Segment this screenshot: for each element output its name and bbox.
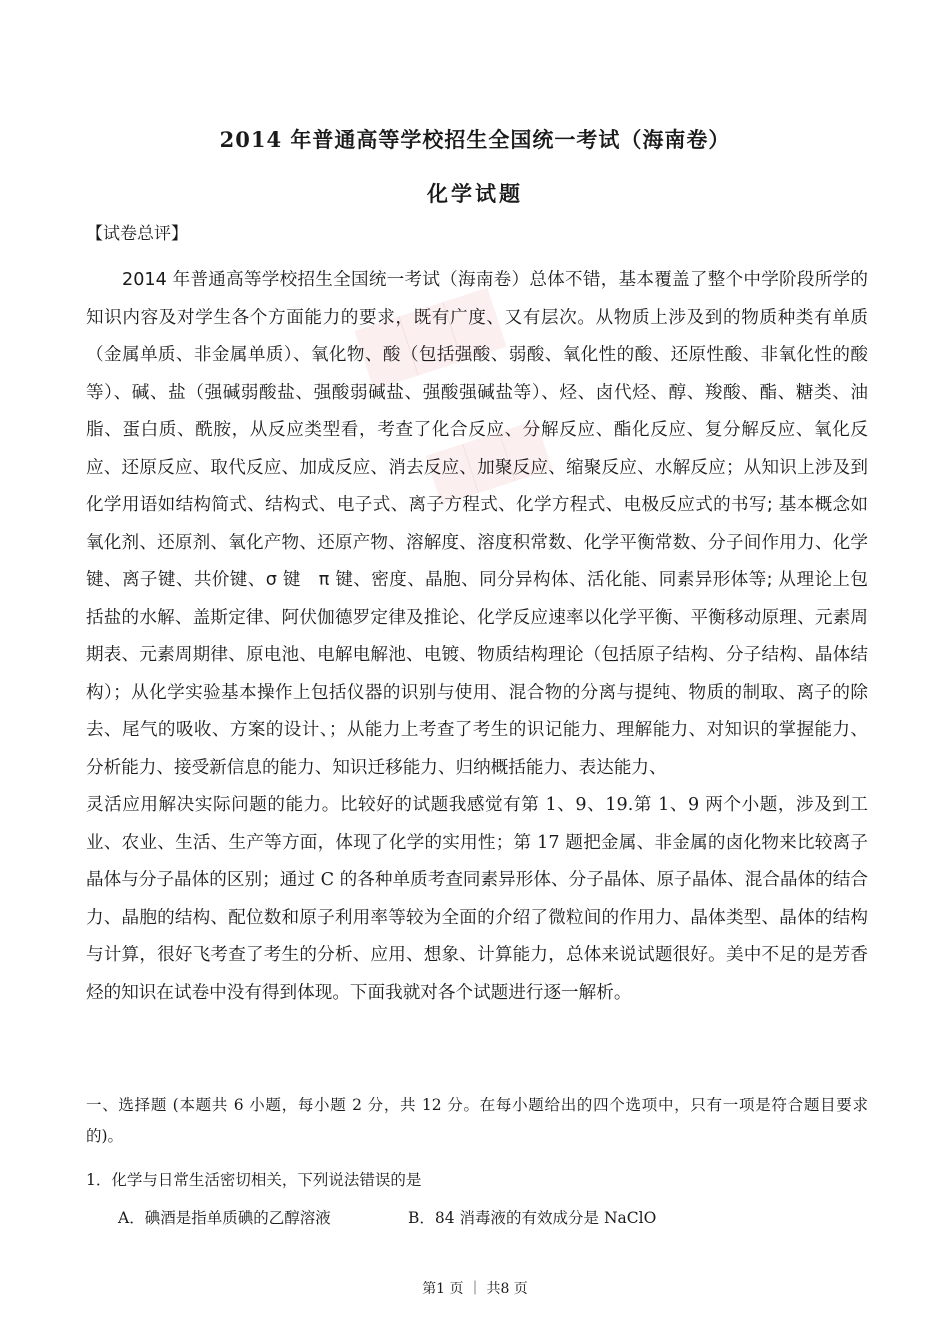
question-1: 1．化学与日常生活密切相关，下列说法错误的是 bbox=[86, 1171, 422, 1189]
watermark: ▇▇▇ bbox=[423, 413, 552, 505]
page-footer: 第1 页 ｜ 共8 页 bbox=[422, 1281, 528, 1297]
review-heading: 【试卷总评】 bbox=[86, 224, 188, 244]
review-paragraph-2: 灵活应用解决实际问题的能力。比较好的试题我感觉有第 1、9、19.第 1、9 两个小题，涉及到工业、农业、生活、生产等方面，体现了化学的实用性；第 17 题把金属、非金属的卤化物来比较离子晶体与分子晶体的区别；通过 C 的各种单质考查同素异形体、分子晶体、原子晶体、混合晶体的结合力、晶胞的结构、配位数和原子利用率等较为全面的介绍了微粒间的作用力、晶体类型、晶体的结构与计算，很好飞考查了考生的分析、应用、想象、计算能力，总体来说试题很好。美中不足的是芳香烃的知识在试卷中没有得到体现。下面我就对各个试题进行逐一解析。 bbox=[86, 795, 868, 1003]
watermark: ▇▇▇ bbox=[352, 280, 506, 390]
document-subtitle: 化学试题 bbox=[427, 181, 523, 206]
question-1-options bbox=[118, 1206, 656, 1228]
option-a: A．碘酒是指单质碘的乙醇溶液 bbox=[118, 1209, 331, 1227]
review-paragraph-1: 2014 年普通高等学校招生全国统一考试（海南卷）总体不错，基本覆盖了整个中学阶段所学的知识内容及对学生各个方面能力的要求，既有广度、又有层次。从物质上涉及到的物质种类有单质（金属单质、非金属单质）、氧化物、酸（包括强酸、弱酸、氧化性的酸、还原性酸、非氧化性的酸等）、碱、盐（强碱弱酸盐、强酸弱碱盐、强酸强碱盐等）、烃、卤代烃、醇、羧酸、酯、糖类、油脂、蛋白质、酰胺，从反应类型看，考查了化合反应、分解反应、酯化反应、复分解反应、氧化反应、还原反应、取代反应、加成反应、消去反应、加聚反应、缩聚反应、水解反应；从知识上涉及到化学用语如结构简式、结构式、电子式、离子方程式、化学方程式、电极反应式的书写; 基本概念如氧化剂、还原剂、氧化产物、还原产物、溶解度、溶度积常数、化学平衡常数、分子间作用力、化学键、离子键、共价键、σ 键 π 键、密度、晶胞、同分异构体、活化能、同素异形体等; 从理论上包括盐的水解、盖斯定律、阿伏伽德罗定律及推论、化学反应速率以化学平衡、平衡移动原理、元素周期表、元素周期律、原电池、电解电解池、电镀、物质结构理论（包括原子结构、分子结构、晶体结构）；从化学实验基本操作上包括仪器的识别与使用、混合物的分离与提纯、物质的制取、离子的除去、尾气的吸收、方案的设计、；从能力上考查了考生的识记能力、理解能力、对知识的掌握能力、分析能力、接受新信息的能力、知识迁移能力、归纳概括能力、表达能力、 bbox=[86, 270, 868, 778]
review-body bbox=[86, 262, 868, 1012]
section-heading: 一、选择题 (本题共 6 小题，每小题 2 分，共 12 分。在每小题给出的四个选项中，只有一项是符合题目要求的)。 bbox=[86, 1096, 868, 1145]
option-b: B．84 消毒液的有效成分是 NaClO bbox=[408, 1209, 657, 1227]
document-title: 2014 年普通高等学校招生全国统一考试（海南卷） bbox=[219, 127, 731, 152]
